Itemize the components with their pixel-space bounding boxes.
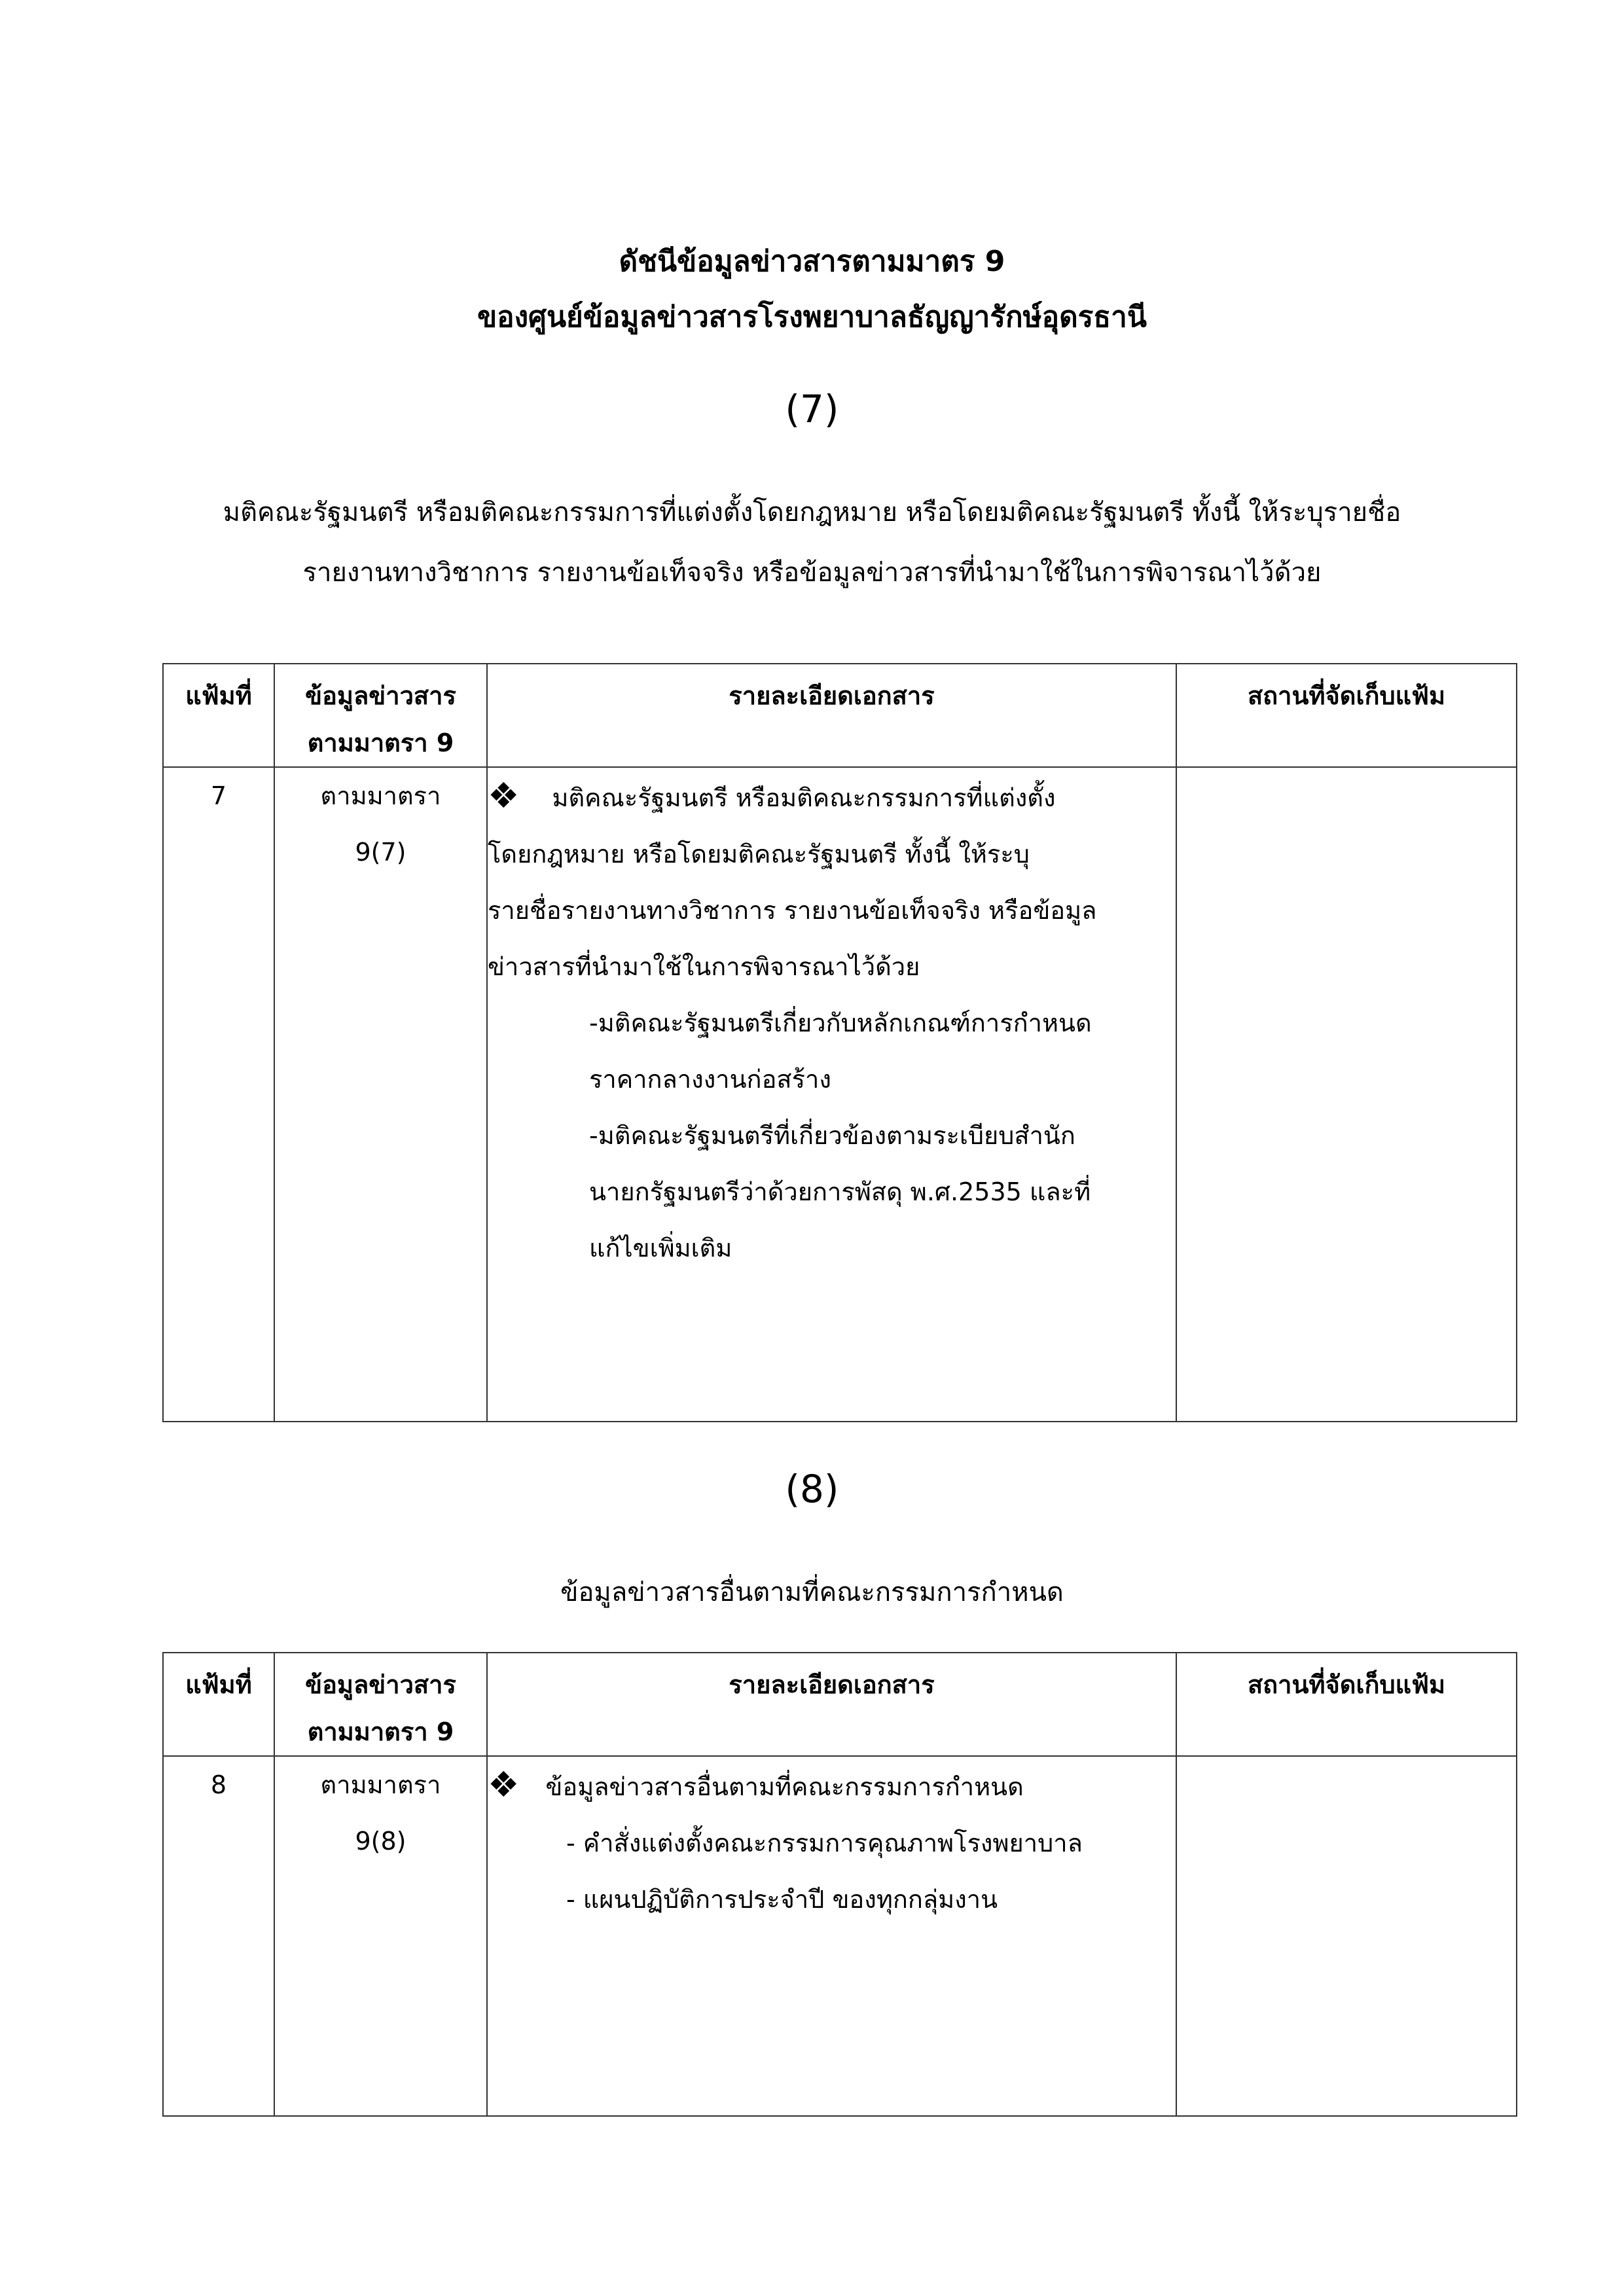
- row-details: [487, 767, 1176, 1422]
- header-file-no: แฟ้มที่: [163, 664, 274, 767]
- row-section-line2: 9(8): [355, 1827, 406, 1856]
- header-info-line1: ข้อมูลข่าวสาร: [305, 681, 456, 710]
- section-8-index-table: [162, 1652, 1517, 2117]
- row-section: [274, 1756, 487, 2116]
- header-info-line2: ตามมาตรา 9: [307, 1717, 454, 1746]
- header-location: สถานที่จัดเก็บแฟ้ม: [1176, 664, 1517, 767]
- row-file-no: 8: [163, 1756, 274, 2116]
- document-title-line1: ดัชนีข้อมูลข่าวสารตามมาตร 9: [619, 245, 1005, 278]
- detail-line: รายชื่อรายงานทางวิชาการ รายงานข้อเท็จจริง หรือข้อมูล: [488, 896, 1097, 925]
- detail-sub-item: -มติคณะรัฐมนตรีที่เกี่ยวข้องตามระเบียบสำนัก: [589, 1121, 1075, 1150]
- header-info-line1: ข้อมูลข่าวสาร: [305, 1670, 456, 1699]
- detail-sub-item: ราคากลางงานก่อสร้าง: [589, 1065, 831, 1094]
- section-7-number: (7): [785, 387, 839, 431]
- header-info-section: [274, 1653, 487, 1756]
- detail-sub-item: -มติคณะรัฐมนตรีเกี่ยวกับหลักเกณฑ์การกำหนด: [589, 1009, 1092, 1037]
- detail-heading-line: [488, 768, 1176, 826]
- detail-heading-line: [488, 1757, 1176, 1815]
- header-info-section: [274, 664, 487, 767]
- header-file-no: แฟ้มที่: [163, 1653, 274, 1756]
- header-details: รายละเอียดเอกสาร: [487, 664, 1176, 767]
- section-7-index-table: [162, 663, 1517, 1422]
- detail-line: โดยกฎหมาย หรือโดยมติคณะรัฐมนตรี ทั้งนี้ ให้ระบุ: [488, 840, 1030, 869]
- row-location: [1176, 767, 1517, 1422]
- diamond-bullet-icon: ❖: [488, 1764, 520, 1805]
- header-location: สถานที่จัดเก็บแฟ้ม: [1176, 1653, 1517, 1756]
- detail-line: มติคณะรัฐมนตรี หรือมติคณะกรรมการที่แต่งตั้ง: [552, 783, 1056, 812]
- detail-sub-item: นายกรัฐมนตรีว่าด้วยการพัสดุ พ.ศ.2535 และที่: [589, 1177, 1091, 1206]
- table-header-row: [163, 1653, 1517, 1756]
- section-8-number: (8): [785, 1467, 839, 1511]
- diamond-bullet-icon: ❖: [488, 775, 520, 816]
- table-row: [163, 767, 1517, 1422]
- section-8-intro-line1: ข้อมูลข่าวสารอื่นตามที่คณะกรรมการกำหนด: [560, 1577, 1064, 1607]
- row-location: [1176, 1756, 1517, 2116]
- table-row: [163, 1756, 1517, 2116]
- row-section-line1: ตามมาตรา: [320, 1770, 441, 1799]
- row-file-no: 7: [163, 767, 274, 1422]
- table-header-row: [163, 664, 1517, 767]
- row-details: [487, 1756, 1176, 2116]
- detail-sub-item: - คำสั่งแต่งตั้งคณะกรรมการคุณภาพโรงพยาบาล: [566, 1829, 1083, 1857]
- row-section-line2: 9(7): [355, 838, 406, 867]
- header-details: รายละเอียดเอกสาร: [487, 1653, 1176, 1756]
- row-section: [274, 767, 487, 1422]
- detail-line: ข้อมูลข่าวสารอื่นตามที่คณะกรรมการกำหนด: [545, 1772, 1024, 1801]
- detail-sub-item: แก้ไขเพิ่มเติม: [589, 1234, 732, 1263]
- header-info-line2: ตามมาตรา 9: [307, 728, 454, 757]
- document-title-line2: ของศูนย์ข้อมูลข่าวสารโรงพยาบาลธัญญารักษ์อุดรธานี: [477, 300, 1147, 334]
- section-7-intro-line2: รายงานทางวิชาการ รายงานข้อเท็จจริง หรือข้อมูลข่าวสารที่นำมาใช้ในการพิจารณาไว้ด้วย: [302, 558, 1322, 588]
- row-section-line1: ตามมาตรา: [320, 781, 441, 810]
- section-7-intro-line1: มติคณะรัฐมนตรี หรือมติคณะกรรมการที่แต่งตั้งโดยกฎหมาย หรือโดยมติคณะรัฐมนตรี ทั้งนี้ ให้ระบุรายชื่อ: [223, 497, 1401, 528]
- detail-sub-item: - แผนปฏิบัติการประจำปี ของทุกกลุ่มงาน: [566, 1885, 998, 1914]
- detail-line: ข่าวสารที่นำมาใช้ในการพิจารณาไว้ด้วย: [488, 952, 920, 981]
